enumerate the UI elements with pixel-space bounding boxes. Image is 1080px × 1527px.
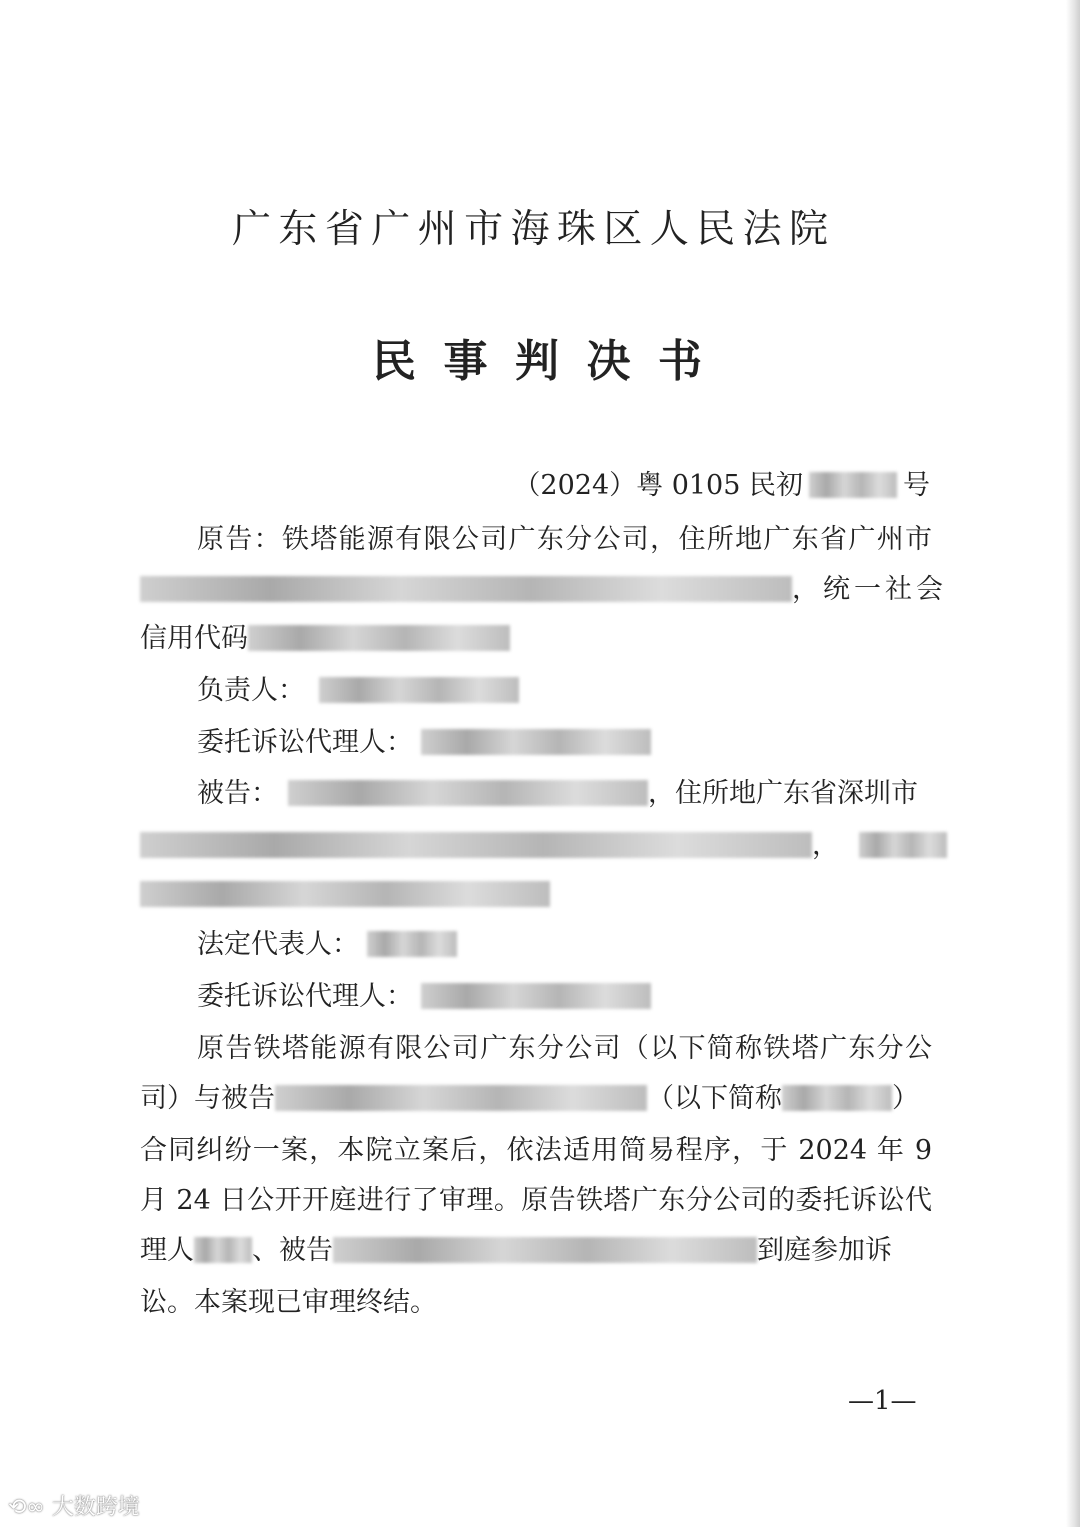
page-edge-shadow: [1066, 0, 1080, 1527]
defendant-address-line: [140, 828, 932, 864]
defendant-agent-line: [140, 979, 932, 1015]
redacted-block: [333, 1237, 757, 1263]
page-number: —1—: [848, 1386, 917, 1416]
text: 理人: [140, 1235, 194, 1266]
redacted-block: [194, 1237, 252, 1263]
plaintiff-address-line: [140, 572, 947, 608]
defendant-label: 被告：: [197, 778, 278, 809]
text: 到庭参加诉: [757, 1235, 892, 1266]
redacted-block: [288, 780, 648, 806]
court-name: 广东省广州市海珠区人民法院: [232, 207, 832, 252]
defendant-address: ，住所地广东省深圳市: [648, 778, 918, 809]
case-number-prefix: （2024）粤 0105 民初: [513, 470, 803, 501]
credit-code-label: 信用代码: [140, 623, 248, 654]
text: 司）与被告: [140, 1083, 275, 1114]
body-line-2: [140, 1081, 932, 1117]
redacted-block: [140, 576, 792, 602]
legal-rep-line: [140, 927, 932, 963]
defendant-line: [140, 776, 932, 812]
text: 、被告: [252, 1235, 333, 1266]
defendant-address-line-2: [140, 877, 932, 913]
text: （以下简称: [647, 1083, 782, 1114]
redacted-block: [140, 832, 812, 858]
case-number: [140, 468, 930, 504]
plaintiff-name: 铁塔能源有限公司广东分公司，住所地广东省广州市: [281, 524, 933, 555]
agent-label: 委托诉讼代理人：: [197, 981, 413, 1012]
redacted-block: [140, 881, 550, 907]
case-number-suffix: 号: [903, 470, 930, 501]
redacted-block: [421, 983, 651, 1009]
plaintiff-label: 原告：: [197, 524, 282, 555]
redacted-block: [782, 1085, 892, 1111]
comma: ，: [812, 830, 839, 861]
legal-rep-label: 法定代表人：: [197, 929, 359, 960]
credit-code-line: [140, 621, 932, 657]
redacted-block: [319, 677, 519, 703]
redacted-block: [275, 1085, 647, 1111]
body-line-3: 合同纠纷一案，本院立案后，依法适用简易程序，于 2024 年 9: [140, 1135, 932, 1166]
principal-label: 负责人：: [197, 675, 305, 706]
body-line-5: [140, 1233, 932, 1269]
watermark-text: 大数跨境: [51, 1495, 140, 1520]
watermark: [8, 1490, 140, 1521]
agent-label: 委托诉讼代理人：: [197, 727, 413, 758]
principal-line: [140, 673, 932, 709]
plaintiff-line: [140, 522, 932, 558]
body-line-6: 讼。本案现已审理终结。: [140, 1287, 437, 1318]
watermark-logo-icon: ⟲∞: [8, 1495, 52, 1520]
plaintiff-agent-line: [140, 725, 932, 761]
body-line-4: 月 24 日公开开庭进行了审理。原告铁塔广东分公司的委托诉讼代: [140, 1185, 932, 1216]
document-title: 民事判决书: [372, 336, 702, 387]
body-line-1: 原告铁塔能源有限公司广东分公司（以下简称铁塔广东分公: [197, 1033, 932, 1064]
redacted-block: [367, 931, 457, 957]
redacted-block: [809, 472, 897, 498]
redacted-block: [859, 832, 947, 858]
plaintiff-tail: ，统一社会: [792, 574, 947, 605]
text: ）: [892, 1083, 919, 1114]
redacted-block: [248, 625, 510, 651]
redacted-block: [421, 729, 651, 755]
